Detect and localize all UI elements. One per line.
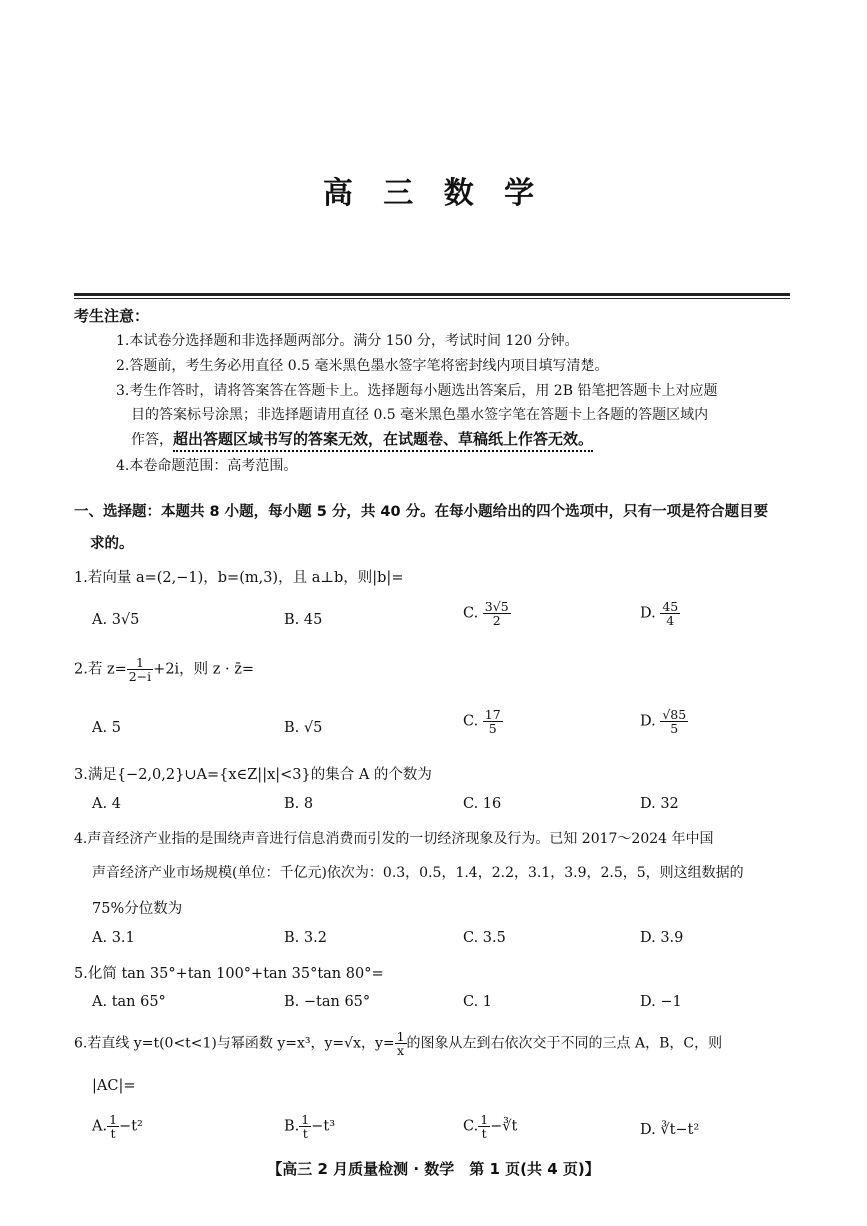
q2-option-d-fraction — [660, 708, 688, 735]
q2-option-c — [463, 708, 503, 735]
q6-option-b-fraction — [299, 1113, 311, 1140]
q3-option-b: B. 8 — [284, 796, 314, 812]
q4-option-c: C. 3.5 — [463, 930, 506, 946]
fraction-numerator: 1 — [480, 1112, 489, 1127]
section-heading-line2: 求的。 — [90, 536, 134, 552]
fraction-denominator: t — [110, 1126, 116, 1142]
q6-option-c — [463, 1113, 517, 1140]
question-2-stem — [74, 656, 254, 683]
fraction-denominator: 5 — [488, 721, 497, 737]
q1-option-d-fraction — [660, 600, 680, 627]
q1-option-c — [463, 600, 511, 627]
q6-option-d: D. ∛t−t² — [640, 1122, 700, 1138]
fraction-numerator: 45 — [662, 599, 679, 614]
fraction-denominator: t — [481, 1126, 487, 1142]
q5-option-d: D. −1 — [640, 994, 682, 1010]
q2-option-d-label: D. — [640, 713, 656, 730]
q6-option-c-label: C. — [463, 1118, 479, 1135]
q6-option-a-label: A. — [92, 1118, 108, 1135]
question-3-stem: 3.满足{−2,0,2}∪A={x∈Z||x|<3}的集合 A 的个数为 — [74, 767, 432, 783]
fraction-numerator: 1 — [127, 656, 153, 670]
fraction-numerator: 3√5 — [484, 599, 509, 614]
page-title: 高 三 数 学 — [322, 176, 545, 211]
notice-item-3-line3 — [131, 428, 593, 449]
fraction-numerator: 1 — [396, 1029, 405, 1044]
question-6-line2: |AC|= — [92, 1078, 136, 1094]
q4-option-b: B. 3.2 — [284, 930, 327, 946]
q1-option-c-label: C. — [463, 605, 479, 622]
q2-option-b: B. √5 — [284, 720, 323, 736]
q3-option-c: C. 16 — [463, 796, 502, 812]
q6-option-b — [284, 1113, 335, 1140]
q6-option-c-fraction — [478, 1113, 490, 1140]
q6-stem-suffix: 的图象从左到右依次交于不同的三点 A，B，C，则 — [406, 1035, 723, 1052]
q5-option-c: C. 1 — [463, 994, 493, 1010]
header-rule-thick — [74, 293, 790, 296]
question-6-line1 — [74, 1030, 722, 1057]
notice-item-3-line2: 目的答案标号涂黑；非选择题请用直径 0.5 毫米黑色墨水签字笔在答题卡上各题的答题区域内 — [131, 407, 709, 423]
header-rule-thin — [74, 298, 790, 299]
q2-option-d — [640, 708, 688, 735]
q6-option-c-tail: −∛t — [490, 1118, 518, 1135]
q1-option-d — [640, 600, 680, 627]
q5-option-a: A. tan 65° — [92, 994, 166, 1010]
fraction-denominator: 2 — [492, 613, 501, 629]
question-4-line1: 4.声音经济产业指的是围绕声音进行信息消费而引发的一切经济现象及行为。已知 2017～2024 年中国 — [74, 831, 714, 847]
q2-option-a: A. 5 — [92, 720, 121, 736]
q6-stem-prefix: 6.若直线 y=t(0<t<1)与幂函数 y=x³，y=√x，y= — [74, 1035, 395, 1052]
fraction-denominator: x — [397, 1043, 405, 1059]
page-footer: 【高三 2 月质量检测 · 数学 第 1 页(共 4 页)】 — [267, 1160, 600, 1178]
q2-stem-prefix: 2.若 z= — [74, 661, 127, 678]
notice-item-1: 1.本试卷分选择题和非选择题两部分。满分 150 分，考试时间 120 分钟。 — [116, 333, 579, 349]
section-heading-line1: 一、选择题：本题共 8 小题，每小题 5 分，共 40 分。在每小题给出的四个选项中，只有一项是符合题目要 — [74, 504, 769, 520]
notice-item-3-emphasis: 超出答题区域书写的答案无效，在试题卷、草稿纸上作答无效。 — [173, 430, 593, 452]
fraction-denominator: t — [302, 1126, 308, 1142]
q6-option-b-tail: −t³ — [311, 1118, 336, 1135]
notice-item-4: 4.本卷命题范围：高考范围。 — [116, 458, 298, 474]
q2-option-c-fraction — [483, 708, 503, 735]
q4-option-d: D. 3.9 — [640, 930, 684, 946]
notice-heading: 考生注意： — [74, 307, 150, 325]
fraction-numerator: 1 — [109, 1112, 118, 1127]
fraction-numerator: 1 — [301, 1112, 310, 1127]
q2-stem-suffix: +2i，则 z · z̄= — [153, 661, 255, 678]
q5-option-b: B. −tan 65° — [284, 994, 371, 1010]
q6-option-a-fraction — [107, 1113, 119, 1140]
q3-option-a: A. 4 — [92, 796, 121, 812]
fraction-denominator: 2−i — [128, 669, 152, 685]
q6-option-a-tail: −t² — [119, 1118, 143, 1135]
fraction-denominator: 4 — [666, 613, 675, 629]
question-5-stem: 5.化简 tan 35°+tan 100°+tan 35°tan 80°= — [74, 966, 384, 982]
q2-stem-fraction — [127, 656, 153, 683]
q6-option-a — [92, 1113, 143, 1140]
question-1-stem: 1.若向量 a=(2,−1)，b=(m,3)，且 a⊥b，则|b|= — [74, 570, 404, 586]
question-4-line2: 声音经济产业市场规模(单位：千亿元)依次为：0.3，0.5，1.4，2.2，3.1，3.9，2.5，5，则这组数据的 — [92, 865, 744, 881]
q3-option-d: D. 32 — [640, 796, 679, 812]
notice-item-3-prefix: 作答， — [131, 432, 173, 448]
notice-item-2: 2.答题前，考生务必用直径 0.5 毫米黑色墨水签字笔将密封线内项目填写清楚。 — [116, 358, 609, 374]
q1-option-b: B. 45 — [284, 612, 323, 628]
fraction-numerator: √85 — [662, 707, 687, 722]
notice-item-3-line1: 3.考生作答时，请将答案答在答题卡上。选择题每小题选出答案后，用 2B 铅笔把答题卡上对应题 — [116, 383, 718, 399]
fraction-denominator: 5 — [670, 721, 679, 737]
q1-option-c-fraction — [483, 600, 511, 627]
q2-option-c-label: C. — [463, 713, 479, 730]
fraction-numerator: 17 — [484, 707, 501, 722]
q1-option-a: A. 3√5 — [92, 612, 140, 628]
q6-option-b-label: B. — [284, 1118, 300, 1135]
q6-stem-fraction — [395, 1030, 407, 1057]
q1-option-d-label: D. — [640, 605, 656, 622]
q4-option-a: A. 3.1 — [92, 930, 135, 946]
question-4-line3: 75%分位数为 — [92, 901, 183, 917]
